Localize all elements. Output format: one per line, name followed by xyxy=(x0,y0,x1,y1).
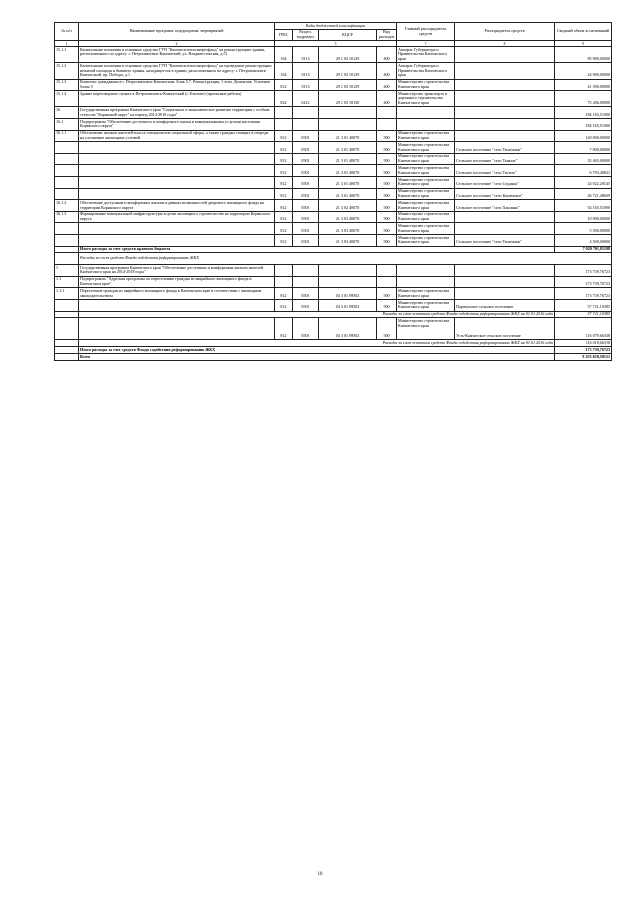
cell-grbs: 812 xyxy=(275,188,293,200)
cell-ksr: 21 3 01 40070 xyxy=(319,165,377,177)
cell-vr: 500 xyxy=(377,318,397,340)
cell-rasp xyxy=(455,276,555,288)
total-sum: 8 253 658,58121 xyxy=(555,354,612,361)
cell-ksr: 29 1 03 10129 xyxy=(319,63,377,79)
table-row xyxy=(55,91,612,107)
cell-grbs: 812 xyxy=(275,142,293,154)
header-name: Наименование программ, подпрограмм, мероприятий xyxy=(79,23,275,41)
cell-num: 1.1.1 xyxy=(55,288,79,300)
cell-ksr: 04 3 01 09502 xyxy=(319,318,377,340)
cell-vr: 500 xyxy=(377,223,397,235)
table-body-budget xyxy=(55,46,612,246)
cell-glav: Министерство строительства Камчатского края xyxy=(397,223,455,235)
cell-vr: 500 xyxy=(377,235,397,247)
cell-ksr: 21 3 03 40070 xyxy=(319,235,377,247)
cell-num: 15.1.1 xyxy=(55,46,79,62)
table-row xyxy=(55,223,612,235)
cell-ksr xyxy=(319,276,377,288)
header-ksr: КЦСР xyxy=(319,29,377,41)
cell-rasp: Паратунское сельское поселение xyxy=(455,299,555,311)
cell-vr: 500 xyxy=(377,177,397,189)
header-rasporyaditel: Распорядитель средств xyxy=(455,23,555,41)
index-cell: 3 xyxy=(275,41,397,47)
cell-name xyxy=(79,223,275,235)
table-row xyxy=(55,119,612,131)
cell-ksr xyxy=(319,119,377,131)
cell-glav: Министерство строительства Камчатского края xyxy=(397,235,455,247)
cell-grbs: 812 xyxy=(275,79,293,91)
cell-ksr: 21 3 03 40070 xyxy=(319,211,377,223)
cell-name: Капитальные вложения в основные средства ГУП "Камчатсктеплоэнергофонд" на реконструкцию здания, расположенного по адресу: г. Петропавловск-Камчатский, ул. Владивостокская, д.51 xyxy=(79,46,275,62)
cell-razdel: 0113 xyxy=(293,79,319,91)
cell-num: 15.1.4 xyxy=(55,91,79,107)
itogo-fund-sum: 173 739,76723 xyxy=(555,347,612,354)
cell-sum: 5 500,00000 xyxy=(555,223,612,235)
table-row xyxy=(55,188,612,200)
cell-name: Капитальные вложения в основные средства ГУП "Камчатсктеплоэнергофонд" на проведение реконструкции нежилой площади и бывшего здания, находящегося в здании, расположенном по адресу: г. Петропавловск-Камчатский, пр. Победы, д.1 xyxy=(79,63,275,79)
header-obem: Сводный объем ассигнований xyxy=(555,23,612,41)
cell-vr: 500 xyxy=(377,211,397,223)
table-row xyxy=(55,265,612,277)
fund-header-row xyxy=(55,253,612,265)
cell-glav: Министерство транспорта и дорожного строительства Камчатского края xyxy=(397,91,455,107)
cell-vr xyxy=(377,119,397,131)
cell-vr: 500 xyxy=(377,165,397,177)
cell-glav: Министерство строительства Камчатского края xyxy=(397,130,455,142)
cell-vr xyxy=(377,265,397,277)
note-row xyxy=(55,340,612,347)
table-row xyxy=(55,276,612,288)
cell-num: 16.1.1 xyxy=(55,130,79,142)
cell-vr: 400 xyxy=(377,79,397,91)
itogo-budget-sum: 7 020 701,81198 xyxy=(555,246,612,253)
cell-name: Государственная программа Камчатского края "Социальное и экономическое развитие территории с особым статусом "Корякский округ" на период 2014-2018 годы" xyxy=(79,107,275,119)
cell-glav xyxy=(397,119,455,131)
cell-sum: 173 739,76723 xyxy=(555,265,612,277)
cell-rasp: Сельское поселение "село Тиличики" xyxy=(455,142,555,154)
cell-ksr: 21 3 02 40070 xyxy=(319,200,377,212)
table-row xyxy=(55,211,612,223)
cell-num xyxy=(55,153,79,165)
cell-razdel xyxy=(293,119,319,131)
cell-vr: 500 xyxy=(377,188,397,200)
cell-sum: 57 721,10385 xyxy=(555,299,612,311)
cell-glav xyxy=(397,265,455,277)
cell-glav xyxy=(397,276,455,288)
cell-razdel: 0501 xyxy=(293,235,319,247)
cell-sum: 24 900,00000 xyxy=(555,63,612,79)
cell-razdel xyxy=(293,276,319,288)
note-sum: 57 721,10385 xyxy=(555,311,612,318)
cell-name: Подпрограмма "Обеспечение доступного и комфортного жилья и коммунальными услугами населения Корякского округа" xyxy=(79,119,275,131)
header-vr: Вид расходов xyxy=(377,29,397,41)
cell-glav: Министерство строительства Камчатского края xyxy=(397,177,455,189)
cell-num xyxy=(55,188,79,200)
cell-rasp xyxy=(455,288,555,300)
cell-vr: 500 xyxy=(377,130,397,142)
budget-table xyxy=(54,22,612,361)
cell-vr xyxy=(377,276,397,288)
table-row xyxy=(55,130,612,142)
cell-num: 16.1.3 xyxy=(55,211,79,223)
cell-razdel: 0113 xyxy=(293,63,319,79)
header-grbs: ГРБС xyxy=(275,29,293,41)
cell-glav: Министерство строительства Камчатского края xyxy=(397,318,455,340)
cell-glav: Аппарат Губернатора и Правительства Камчатского края xyxy=(397,63,455,79)
cell-sum: 26 721,48609 xyxy=(555,188,612,200)
cell-sum: 120 000,00000 xyxy=(555,130,612,142)
cell-glav: Министерство строительства Камчатского края xyxy=(397,211,455,223)
cell-name: Здание переговорного пункта в Петропавловск-Камчатский (г. Елизово) (проектные работы) xyxy=(79,91,275,107)
cell-razdel: 0501 xyxy=(293,153,319,165)
cell-rasp: Сельское поселение "село Седанка" xyxy=(455,177,555,189)
cell-razdel: 0113 xyxy=(293,46,319,62)
cell-grbs: 812 xyxy=(275,130,293,142)
table-row xyxy=(55,235,612,247)
cell-sum: 6 793,40821 xyxy=(555,165,612,177)
cell-grbs: 812 xyxy=(275,177,293,189)
cell-name xyxy=(79,153,275,165)
cell-grbs: 164 xyxy=(275,63,293,79)
cell-ksr: 29 1 03 10129 xyxy=(319,46,377,62)
cell-rasp: Сельское поселение "село Тигиль" xyxy=(455,165,555,177)
cell-razdel: 0501 xyxy=(293,142,319,154)
cell-grbs: 812 xyxy=(275,223,293,235)
table-row xyxy=(55,318,612,340)
total-row xyxy=(55,354,612,361)
cell-name xyxy=(79,142,275,154)
cell-num: 1 xyxy=(55,265,79,277)
cell-glav: Министерство строительства Камчатского края xyxy=(397,299,455,311)
index-cell: 7 xyxy=(397,41,455,47)
cell-rasp xyxy=(455,223,555,235)
cell-glav: Министерство строительства Камчатского края xyxy=(397,288,455,300)
cell-glav: Министерство строительства Камчатского края xyxy=(397,165,455,177)
index-cell: 8 xyxy=(455,41,555,47)
cell-vr: 400 xyxy=(377,46,397,62)
cell-razdel: 0412 xyxy=(293,91,319,107)
table-row xyxy=(55,153,612,165)
note-row xyxy=(55,311,612,318)
page-number: 10 xyxy=(317,872,323,877)
cell-rasp: Усть-Камчатское сельское поселение xyxy=(455,318,555,340)
cell-name xyxy=(79,165,275,177)
cell-grbs: 812 xyxy=(275,318,293,340)
cell-num xyxy=(55,235,79,247)
header-codes-group: Коды бюджетной классификации xyxy=(275,23,397,30)
cell-num: 16.1 xyxy=(55,119,79,131)
cell-ksr: 29 1 03 10130 xyxy=(319,91,377,107)
table-row xyxy=(55,299,612,311)
cell-name xyxy=(79,188,275,200)
cell-razdel: 0501 xyxy=(293,165,319,177)
cell-name: Формирование коммунальной инфраструктуры в целях жилищного строительства на территории Корякского округа xyxy=(79,211,275,223)
cell-sum: 24 022,20145 xyxy=(555,177,612,189)
cell-num xyxy=(55,142,79,154)
table-body-itogo xyxy=(55,246,612,265)
cell-num: 15.1.3 xyxy=(55,79,79,91)
itogo-budget-row xyxy=(55,246,612,253)
cell-vr: 500 xyxy=(377,200,397,212)
index-cell: 2 xyxy=(79,41,275,47)
total-label: Всего xyxy=(79,354,555,361)
cell-sum: 85 900,00000 xyxy=(555,46,612,62)
cell-grbs xyxy=(275,119,293,131)
cell-rasp xyxy=(455,107,555,119)
cell-name xyxy=(79,299,275,311)
table-row xyxy=(55,63,612,79)
cell-rasp: Сельское поселение "село Тиличики" xyxy=(455,235,555,247)
cell-glav xyxy=(397,107,455,119)
cell-ksr: 21 3 01 40070 xyxy=(319,177,377,189)
cell-rasp: Сельское поселение "село Хаилино" xyxy=(455,200,555,212)
cell-vr xyxy=(377,107,397,119)
header-glavniy: Главный распорядитель средств xyxy=(397,23,455,41)
cell-rasp xyxy=(455,265,555,277)
cell-grbs: 812 xyxy=(275,288,293,300)
cell-num: 15.1.2 xyxy=(55,63,79,79)
cell-sum: 116 079,66338 xyxy=(555,318,612,340)
table-row xyxy=(55,142,612,154)
cell-grbs: 812 xyxy=(275,165,293,177)
cell-sum: 35 465,60000 xyxy=(555,153,612,165)
cell-sum: 7 000,00000 xyxy=(555,142,612,154)
cell-rasp: Сельское поселение "село Каменское" xyxy=(455,188,555,200)
header-num: № п/п xyxy=(55,23,79,41)
cell-glav: Министерство строительства Камчатского края xyxy=(397,79,455,91)
table-row xyxy=(55,107,612,119)
cell-rasp xyxy=(455,79,555,91)
cell-sum: 54 165,51000 xyxy=(555,200,612,212)
cell-grbs: 164 xyxy=(275,46,293,62)
cell-vr: 500 xyxy=(377,153,397,165)
cell-ksr xyxy=(319,265,377,277)
cell-name xyxy=(79,177,275,189)
cell-ksr: 04 3 01 09502 xyxy=(319,288,377,300)
table-row xyxy=(55,200,612,212)
cell-ksr: 21 3 01 40070 xyxy=(319,188,377,200)
header-razdel: Раздел, подраздел xyxy=(293,29,319,41)
cell-razdel: 0501 xyxy=(293,200,319,212)
cell-grbs xyxy=(275,265,293,277)
index-cell: 1 xyxy=(55,41,79,47)
cell-sum: 173 739,76723 xyxy=(555,288,612,300)
cell-vr: 400 xyxy=(377,63,397,79)
cell-glav: Министерство строительства Камчатского края xyxy=(397,142,455,154)
cell-rasp xyxy=(455,119,555,131)
cell-ksr: 21 3 01 40070 xyxy=(319,153,377,165)
cell-sum: 184 165,51000 xyxy=(555,119,612,131)
cell-rasp xyxy=(455,130,555,142)
cell-grbs xyxy=(275,107,293,119)
cell-name: Подпрограмма "Адресная программа по переселению граждан из аварийного жилищного фонда в Камчатском крае" xyxy=(79,276,275,288)
fund-header-label: Расходы за счет средств Фонда содействия реформированию ЖКХ xyxy=(79,253,612,265)
cell-razdel xyxy=(293,265,319,277)
cell-razdel xyxy=(293,107,319,119)
table-row xyxy=(55,177,612,189)
table-row xyxy=(55,46,612,62)
cell-vr: 500 xyxy=(377,288,397,300)
cell-num: 16.1.2 xyxy=(55,200,79,212)
cell-razdel: 0501 xyxy=(293,318,319,340)
cell-grbs: 812 xyxy=(275,235,293,247)
cell-vr: 500 xyxy=(377,299,397,311)
index-cell: 9 xyxy=(555,41,612,47)
note-text: Расходы за счет остатков средств Фонда содействия реформированию ЖКХ на 01.01.2016 года xyxy=(79,340,555,347)
cell-sum: 10 000,00000 xyxy=(555,211,612,223)
cell-razdel: 0501 xyxy=(293,299,319,311)
cell-razdel: 0501 xyxy=(293,211,319,223)
cell-glav: Министерство строительства Камчатского края xyxy=(397,200,455,212)
cell-ksr: 21 3 01 40070 xyxy=(319,130,377,142)
cell-ksr: 04 3 01 09502 xyxy=(319,299,377,311)
table-row xyxy=(55,79,612,91)
cell-num xyxy=(55,165,79,177)
cell-grbs: 812 xyxy=(275,200,293,212)
cell-sum: 173 739,76723 xyxy=(555,276,612,288)
cell-grbs: 822 xyxy=(275,91,293,107)
cell-sum: 184 165,51000 xyxy=(555,107,612,119)
cell-num xyxy=(55,177,79,189)
cell-ksr: 21 3 03 40070 xyxy=(319,223,377,235)
cell-name: Комплекс гражданина в г. Петропавловск-Камчатском. Блок 5.7. Реконструкция, 1 этап. Демонтаж. Усиление блока 5 xyxy=(79,79,275,91)
cell-ksr: 29 1 03 10129 xyxy=(319,79,377,91)
cell-razdel: 0501 xyxy=(293,223,319,235)
cell-glav: Аппарат Губернатора и Правительства Камчатского края xyxy=(397,46,455,62)
cell-vr: 400 xyxy=(377,91,397,107)
cell-razdel: 0501 xyxy=(293,288,319,300)
cell-rasp: Сельское поселение "село Тымлат" xyxy=(455,153,555,165)
cell-rasp xyxy=(455,211,555,223)
note-text: Расходы за счет остатков средств Фонда содействия реформированию ЖКХ на 01.01.2016 года xyxy=(79,311,555,318)
cell-name: Обеспечение жильем жителей-класса специалистов социальной сферы, а также граждан стоящих в очереди на улучшение жилищных условий xyxy=(79,130,275,142)
cell-name xyxy=(79,235,275,247)
cell-sum: 75 286,00000 xyxy=(555,91,612,107)
itogo-budget-label: Итого расходы за счет средств краевого бюджета xyxy=(79,246,555,253)
cell-num: 16 xyxy=(55,107,79,119)
cell-grbs: 812 xyxy=(275,211,293,223)
cell-razdel: 0501 xyxy=(293,130,319,142)
table-body-fund-tail xyxy=(55,311,612,361)
cell-ksr xyxy=(319,107,377,119)
cell-ksr: 21 3 01 40070 xyxy=(319,142,377,154)
cell-grbs xyxy=(275,276,293,288)
table-row xyxy=(55,288,612,300)
cell-grbs: 812 xyxy=(275,299,293,311)
budget-table-container xyxy=(54,22,611,361)
cell-grbs: 812 xyxy=(275,153,293,165)
cell-sum: 41 390,00000 xyxy=(555,79,612,91)
cell-rasp xyxy=(455,63,555,79)
cell-vr: 500 xyxy=(377,142,397,154)
cell-name: Обеспечение доступным и комфортным жильем и равных возможностей дворового жилищного фонда на территории Корякского округа xyxy=(79,200,275,212)
cell-rasp xyxy=(455,91,555,107)
cell-name: Государственная программа Камчатского края "Обеспечение доступным и комфортным жильем жителей Камчатского края на 2014-2018 годы" xyxy=(79,265,275,277)
cell-num xyxy=(55,299,79,311)
cell-glav: Министерство строительства Камчатского края xyxy=(397,153,455,165)
cell-rasp xyxy=(455,46,555,62)
cell-razdel: 0501 xyxy=(293,188,319,200)
table-body-fund xyxy=(55,265,612,311)
cell-sum: 4 500,00000 xyxy=(555,235,612,247)
table-row xyxy=(55,165,612,177)
itogo-fund-label: Итого расходы за счет средств Фонда содействия реформированию ЖКХ xyxy=(79,347,555,354)
cell-name: Переселение граждан из аварийного жилищного фонда в Камчатском крае в соответствии с жилищным законодательством xyxy=(79,288,275,300)
itogo-fund-row xyxy=(55,347,612,354)
note-sum: 116 018,66338 xyxy=(555,340,612,347)
cell-razdel: 0501 xyxy=(293,177,319,189)
cell-num xyxy=(55,223,79,235)
cell-num: 1.1 xyxy=(55,276,79,288)
cell-glav: Министерство строительства Камчатского края xyxy=(397,188,455,200)
